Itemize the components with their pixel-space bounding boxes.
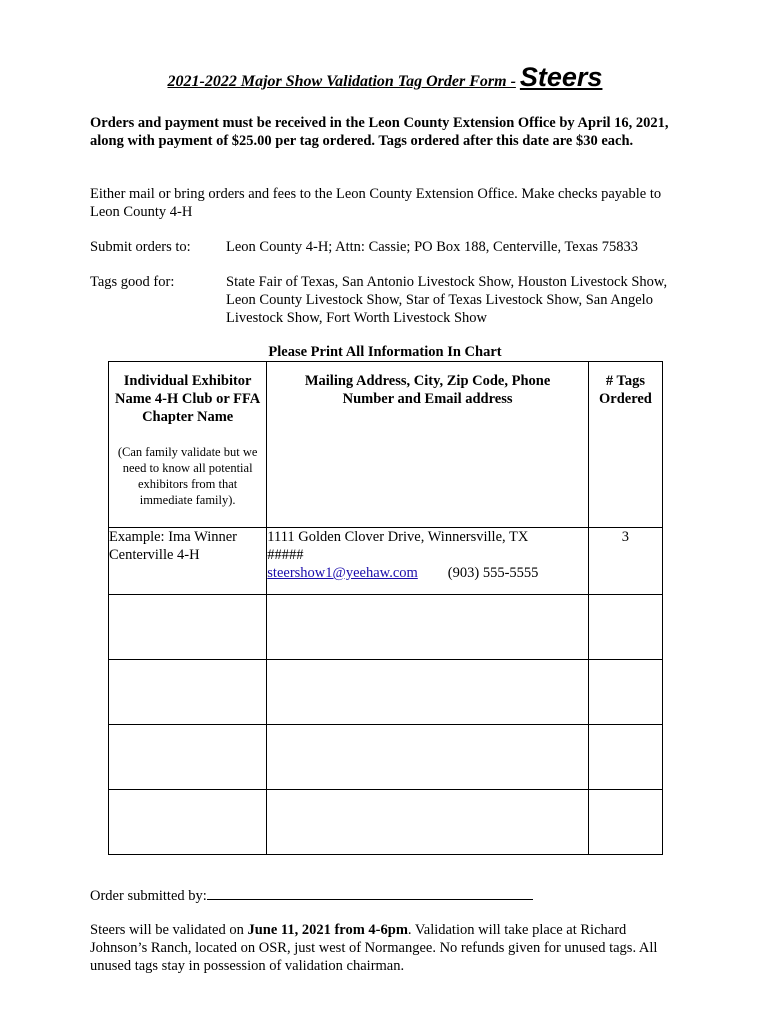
validation-prefix: Steers will be validated on xyxy=(90,922,248,938)
example-address-line2: ##### xyxy=(267,547,304,563)
submit-label: Submit orders to: xyxy=(90,239,191,255)
example-tags: 3 xyxy=(588,528,662,595)
table-header-row xyxy=(109,362,663,528)
form-title-animal: Steers xyxy=(519,62,603,92)
entry-name-cell[interactable] xyxy=(109,790,267,855)
deadline-paragraph: Orders and payment must be received in the Leon County Extension Office by April 16, 2021, along with payment of $25.00 per tag ordered. Tags ordered after this date are $30 each. xyxy=(90,115,669,149)
entry-tags-cell[interactable] xyxy=(588,660,662,725)
table-row xyxy=(109,790,663,855)
example-phone: (903) 555-5555 xyxy=(447,565,539,581)
header-address: Mailing Address, City, Zip Code, Phone Number and Email address xyxy=(304,373,551,407)
order-submitted-signature-field[interactable] xyxy=(207,885,533,900)
form-title xyxy=(0,62,770,93)
entry-name-cell[interactable] xyxy=(109,660,267,725)
mail-instructions: Either mail or bring orders and fees to the Leon County Extension Office. Make checks payable to Leon County 4-H xyxy=(90,186,662,220)
example-address-line1: 1111 Golden Clover Drive, Winnersville, TX xyxy=(267,529,529,545)
entry-tags-cell[interactable] xyxy=(588,595,662,660)
entry-address-cell[interactable] xyxy=(267,790,589,855)
entry-name-cell[interactable] xyxy=(109,595,267,660)
entry-address-cell[interactable] xyxy=(267,595,589,660)
validation-date: June 11, 2021 from 4-6pm xyxy=(247,922,408,938)
order-submitted-label: Order submitted by: xyxy=(90,888,207,904)
table-row xyxy=(109,725,663,790)
header-exhibitor-cell xyxy=(109,362,267,528)
header-address-cell xyxy=(267,362,589,528)
form-title-main: 2021-2022 Major Show Validation Tag Order Form - xyxy=(167,73,516,90)
order-submitted-line xyxy=(90,885,680,905)
example-address-cell xyxy=(267,528,589,595)
header-tags-cell xyxy=(588,362,662,528)
header-tags: # Tags Ordered xyxy=(598,373,652,407)
entry-address-cell[interactable] xyxy=(267,660,589,725)
entry-tags-cell[interactable] xyxy=(588,790,662,855)
example-row xyxy=(109,528,663,595)
entry-tags-cell[interactable] xyxy=(588,725,662,790)
example-email-link[interactable]: steershow1@yeehaw.com xyxy=(267,565,418,581)
validation-details: . Validation will take place at Richard Johnson’s Ranch, located on OSR, just west of Normangee. No refunds given for unused tags. All unused tags stay in possession of validation chairman. xyxy=(90,922,658,974)
chart-title: Please Print All Information In Chart xyxy=(268,344,502,360)
header-exhibitor-note: (Can family validate but we need to know all potential exhibitors from that immediate family). xyxy=(117,445,258,507)
tags-good-shows: State Fair of Texas, San Antonio Livestock Show, Houston Livestock Show, Leon County Livestock Show, Star of Texas Livestock Show, San Angelo Livestock Show, Fort Worth Livestock Show xyxy=(226,274,668,326)
header-exhibitor: Individual Exhibitor Name 4-H Club or FFA Chapter Name xyxy=(115,373,261,425)
table-row xyxy=(109,660,663,725)
table-row xyxy=(109,595,663,660)
example-contact xyxy=(267,564,588,582)
entry-name-cell[interactable] xyxy=(109,725,267,790)
order-table xyxy=(108,361,663,855)
validation-paragraph xyxy=(90,921,680,975)
entry-address-cell[interactable] xyxy=(267,725,589,790)
tags-good-label: Tags good for: xyxy=(90,274,175,290)
example-name: Example: Ima Winner Centerville 4-H xyxy=(109,528,267,595)
submit-address: Leon County 4-H; Attn: Cassie; PO Box 188, Centerville, Texas 75833 xyxy=(226,239,638,255)
